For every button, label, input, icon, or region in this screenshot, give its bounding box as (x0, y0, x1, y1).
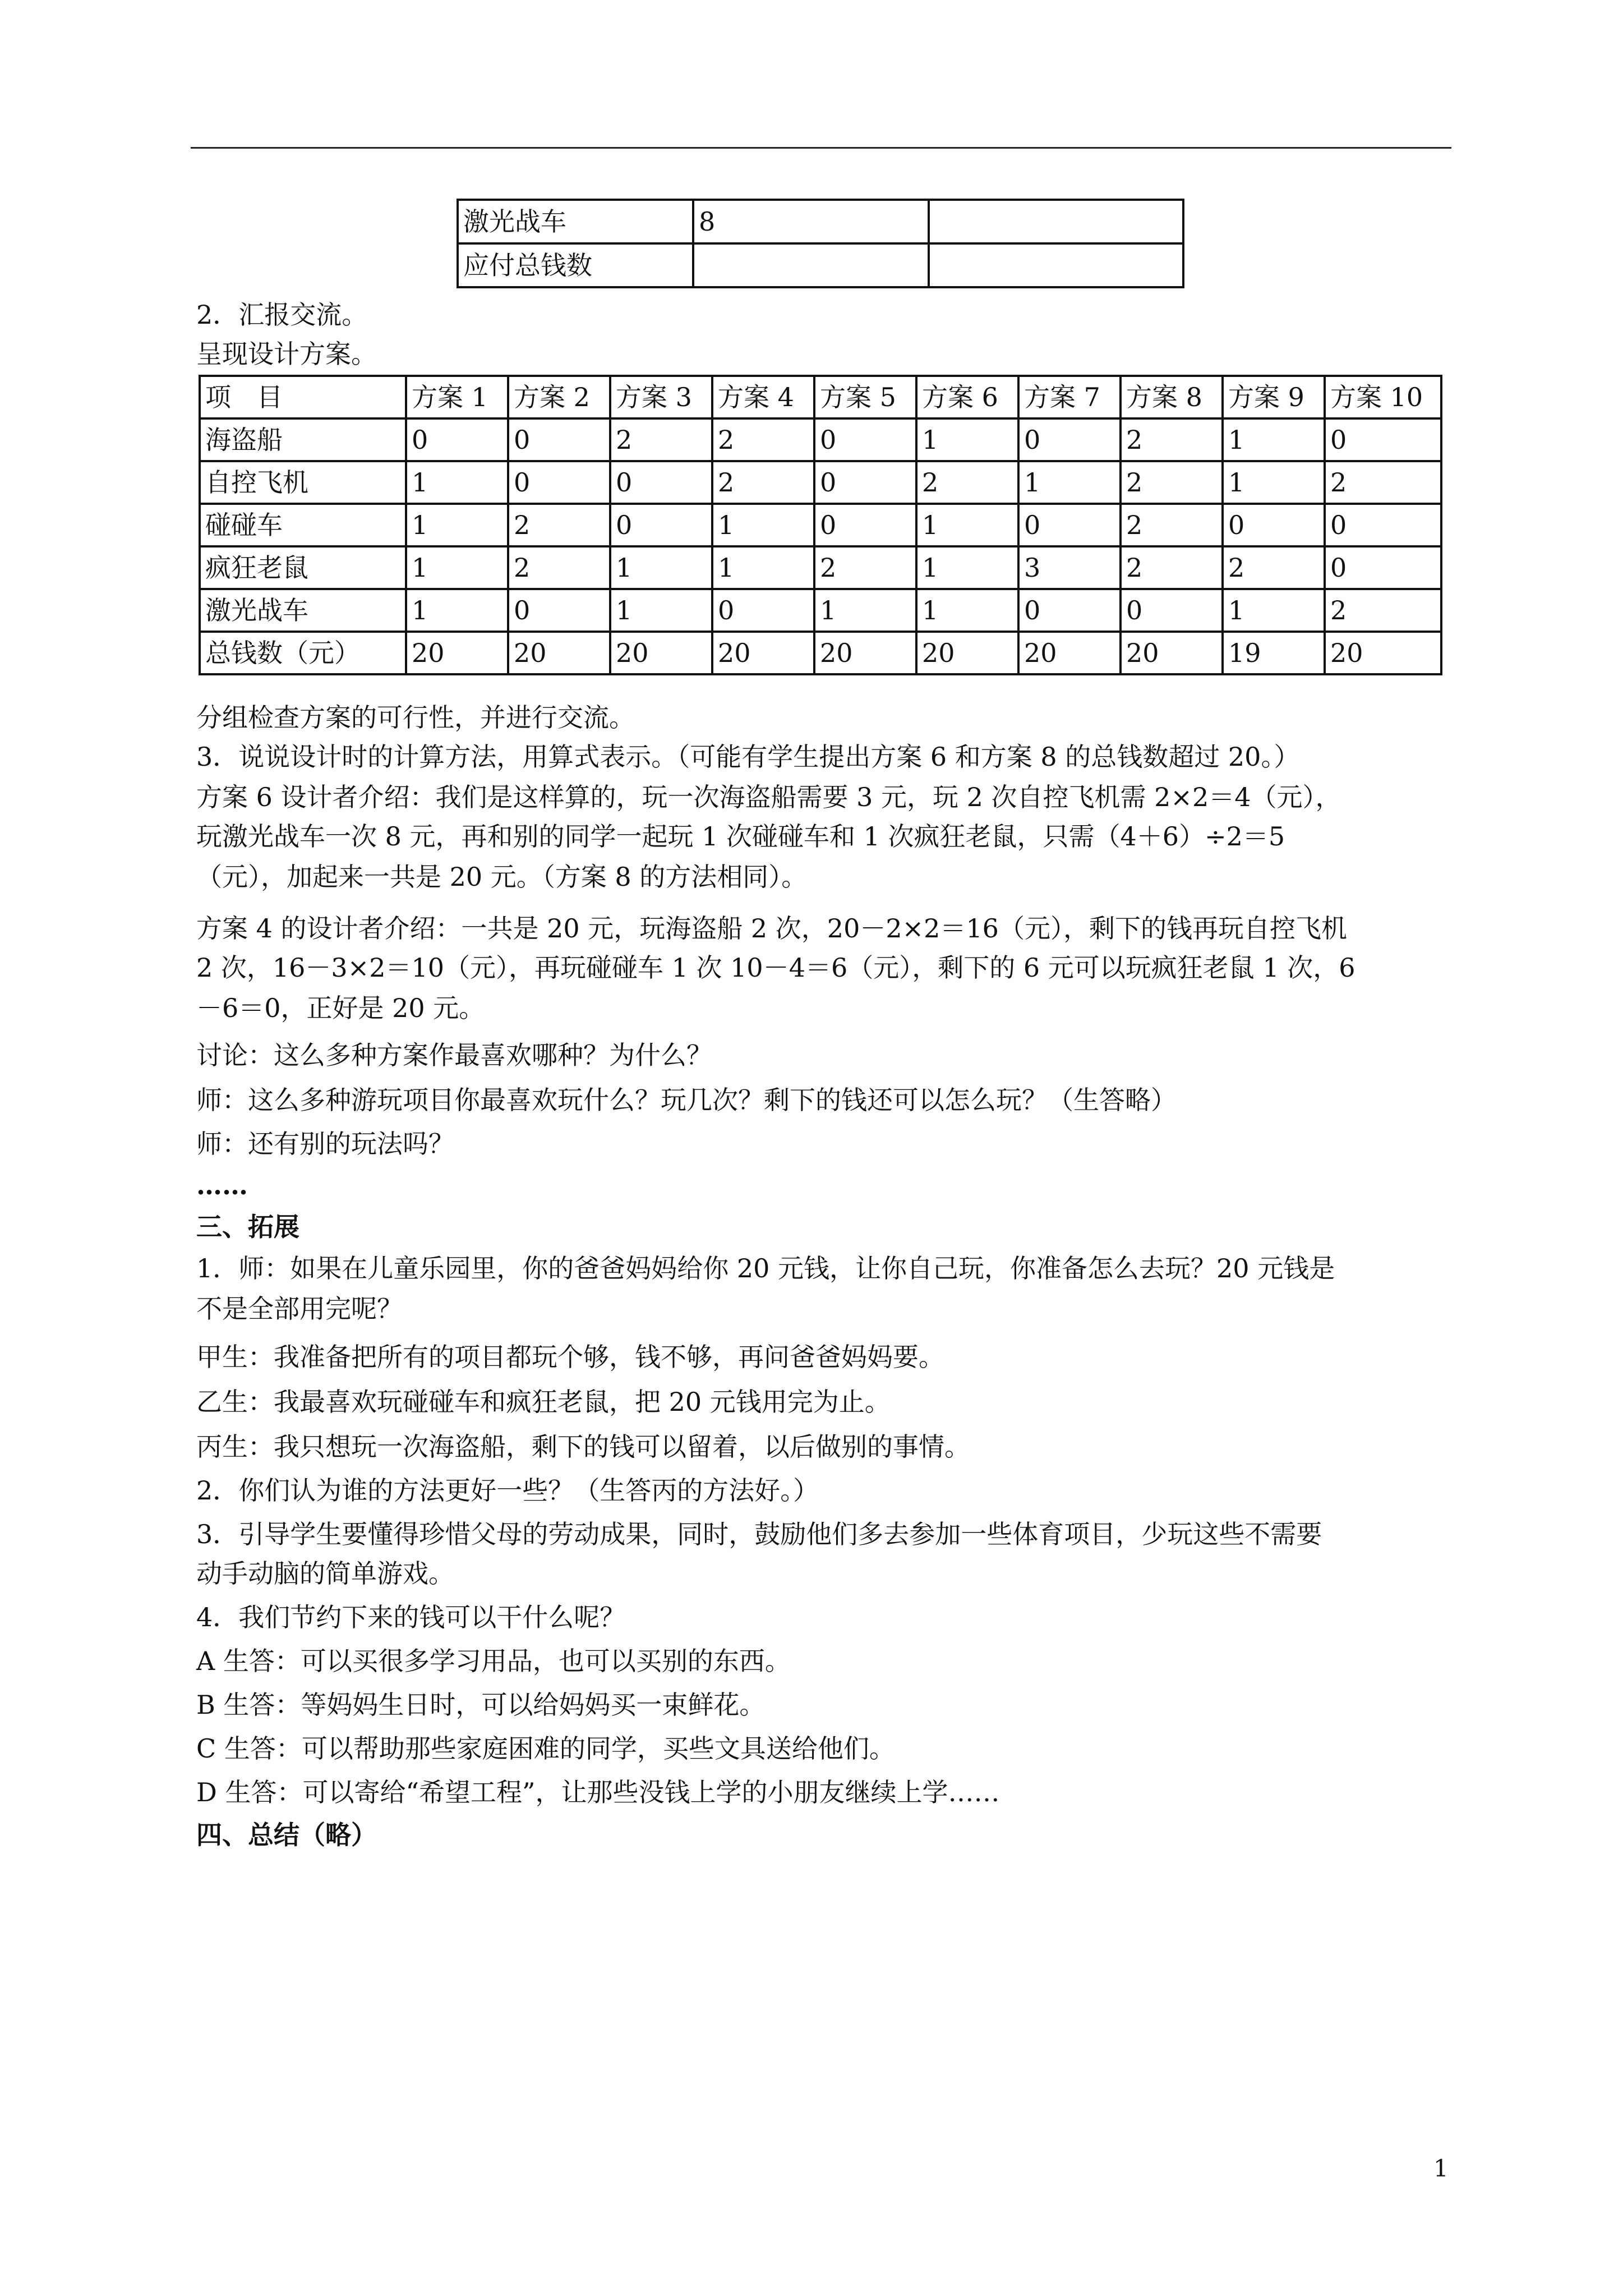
table-cell: 1 (1223, 418, 1325, 461)
table-cell: 2 (1325, 589, 1441, 632)
table-cell: 1 (610, 546, 712, 589)
page-number: 1 (1433, 2155, 1449, 2182)
section-heading-4: 四、总结（略） (196, 1820, 377, 1850)
paragraph: 3．引导学生要懂得珍惜父母的劳动成果，同时，鼓励他们多去参加一些体育项目，少玩这些不需要 (196, 1519, 1322, 1549)
paragraph: C 生答：可以帮助那些家庭困难的同学，买些文具送给他们。 (196, 1733, 895, 1764)
table-row (200, 546, 1441, 589)
table-cell: 0 (610, 461, 712, 504)
table-cell: 1 (610, 589, 712, 632)
table-cell (929, 243, 1183, 287)
table-cell: 20 (508, 632, 610, 674)
table-cell: 2 (1121, 418, 1223, 461)
table-cell: 应付总钱数 (458, 243, 693, 287)
table-header-cell: 方案 4 (712, 376, 814, 418)
table-header-cell: 方案 8 (1121, 376, 1223, 418)
table-cell: 海盗船 (200, 418, 406, 461)
table-cell: 2 (712, 418, 814, 461)
table-cell: 3 (1018, 546, 1121, 589)
table-cell: 1 (916, 418, 1018, 461)
table-cell: 0 (814, 418, 916, 461)
table-cell: 1 (406, 546, 508, 589)
table-cell: 19 (1223, 632, 1325, 674)
table-cell: 20 (1121, 632, 1223, 674)
table-cell: 0 (1325, 504, 1441, 546)
table-cell: 2 (814, 546, 916, 589)
paragraph: 呈现设计方案。 (196, 339, 377, 369)
table-cell: 2 (1223, 546, 1325, 589)
table-cell: 0 (1223, 504, 1325, 546)
table-cell: 0 (1325, 418, 1441, 461)
table-cell: 0 (508, 418, 610, 461)
cost-table (457, 199, 1184, 288)
table-header-cell: 方案 1 (406, 376, 508, 418)
table-header-cell: 项 目 (200, 376, 406, 418)
paragraph: 甲生：我准备把所有的项目都玩个够，钱不够，再问爸爸妈妈要。 (196, 1342, 944, 1372)
table-cell: 2 (610, 418, 712, 461)
table-cell: 自控飞机 (200, 461, 406, 504)
header-rule (191, 147, 1451, 149)
table-total-row (200, 632, 1441, 674)
table-cell: 总钱数（元） (200, 632, 406, 674)
table-cell: 20 (610, 632, 712, 674)
table-cell: 0 (610, 504, 712, 546)
table-header-cell: 方案 2 (508, 376, 610, 418)
table-cell: 1 (916, 504, 1018, 546)
table-cell: 20 (814, 632, 916, 674)
table-header-cell: 方案 6 (916, 376, 1018, 418)
table-cell: 20 (1325, 632, 1441, 674)
table-cell: 2 (1325, 461, 1441, 504)
paragraph: 方案 6 设计者介绍：我们是这样算的，玩一次海盗船需要 3 元，玩 2 次自控飞机需 2×2＝4（元）， (196, 782, 1341, 812)
table-cell: 2 (508, 504, 610, 546)
paragraph: （元），加起来一共是 20 元。（方案 8 的方法相同）。 (196, 862, 808, 892)
table-cell: 0 (814, 504, 916, 546)
table-row (200, 461, 1441, 504)
table-row (200, 504, 1441, 546)
table-cell: 1 (814, 589, 916, 632)
table-header-cell: 方案 10 (1325, 376, 1441, 418)
paragraph: D 生答：可以寄给“希望工程”，让那些没钱上学的小朋友继续上学…… (196, 1777, 1000, 1807)
table-cell: 0 (406, 418, 508, 461)
table-cell: 激光战车 (458, 200, 693, 243)
table-row (200, 418, 1441, 461)
table-cell: 疯狂老鼠 (200, 546, 406, 589)
paragraph: 丙生：我只想玩一次海盗船，剩下的钱可以留着，以后做别的事情。 (196, 1432, 970, 1462)
table-row (458, 200, 1183, 243)
table-cell: 0 (1018, 589, 1121, 632)
paragraph: 玩激光战车一次 8 元，再和别的同学一起玩 1 次碰碰车和 1 次疯狂老鼠，只需（4＋6）÷2＝5 (196, 821, 1285, 852)
table-cell: 0 (508, 589, 610, 632)
ellipsis-line: …… (196, 1170, 248, 1200)
paragraph: 2．你们认为谁的方法更好一些？（生答丙的方法好。） (196, 1475, 819, 1506)
table-cell: 1 (406, 504, 508, 546)
table-cell: 2 (1121, 461, 1223, 504)
table-cell: 2 (916, 461, 1018, 504)
paragraph: 动手动脑的简单游戏。 (196, 1558, 454, 1589)
table-cell: 激光战车 (200, 589, 406, 632)
table-row (200, 589, 1441, 632)
paragraph: B 生答：等妈妈生日时，可以给妈妈买一束鲜花。 (196, 1690, 766, 1720)
table-header-cell: 方案 3 (610, 376, 712, 418)
paragraph: 1．师：如果在儿童乐园里，你的爸爸妈妈给你 20 元钱，让你自己玩，你准备怎么去玩？20 元钱是 (196, 1253, 1335, 1283)
table-cell: 0 (1121, 589, 1223, 632)
table-cell: 1 (712, 546, 814, 589)
table-cell: 2 (712, 461, 814, 504)
table-cell (693, 243, 929, 287)
paragraph: 4．我们节约下来的钱可以干什么呢？ (196, 1602, 626, 1632)
table-cell: 0 (814, 461, 916, 504)
table-cell: 1 (712, 504, 814, 546)
table-header-cell: 方案 9 (1223, 376, 1325, 418)
table-cell: 0 (508, 461, 610, 504)
table-row (458, 243, 1183, 287)
table-cell: 20 (406, 632, 508, 674)
table-cell: 0 (712, 589, 814, 632)
table-cell: 0 (1018, 418, 1121, 461)
table-cell: 8 (693, 200, 929, 243)
table-cell: 碰碰车 (200, 504, 406, 546)
table-cell: 1 (916, 589, 1018, 632)
table-cell: 0 (1018, 504, 1121, 546)
table-cell: 1 (406, 461, 508, 504)
paragraph: 3．说说设计时的计算方法，用算式表示。（可能有学生提出方案 6 和方案 8 的总钱数超过 20。） (196, 742, 1300, 772)
table-cell: 20 (1018, 632, 1121, 674)
table-cell: 2 (1121, 504, 1223, 546)
table-cell: 0 (1325, 546, 1441, 589)
table-header-row (200, 376, 1441, 418)
table-cell: 1 (406, 589, 508, 632)
table-cell: 1 (916, 546, 1018, 589)
table-cell: 1 (1018, 461, 1121, 504)
table-cell (929, 200, 1183, 243)
table-cell: 2 (1121, 546, 1223, 589)
plan-table (199, 375, 1442, 675)
table-cell: 2 (508, 546, 610, 589)
paragraph: 2．汇报交流。 (196, 300, 368, 330)
table-cell: 1 (1223, 589, 1325, 632)
paragraph: －6＝0，正好是 20 元。 (196, 993, 485, 1023)
paragraph: 分组检查方案的可行性，并进行交流。 (196, 702, 635, 733)
paragraph: 方案 4 的设计者介绍：一共是 20 元，玩海盗船 2 次，20－2×2＝16（元），剩下的钱再玩自控飞机 (196, 913, 1347, 944)
table-cell: 1 (1223, 461, 1325, 504)
table-cell: 20 (916, 632, 1018, 674)
section-heading-3: 三、拓展 (196, 1212, 299, 1242)
table-header-cell: 方案 5 (814, 376, 916, 418)
paragraph: 师：这么多种游玩项目你最喜欢玩什么？玩几次？剩下的钱还可以怎么玩？（生答略） (196, 1085, 1177, 1115)
paragraph: 讨论：这么多种方案作最喜欢哪种？为什么？ (196, 1040, 712, 1070)
table-cell: 20 (712, 632, 814, 674)
paragraph: 2 次，16－3×2＝10（元），再玩碰碰车 1 次 10－4＝6（元），剩下的 6 元可以玩疯狂老鼠 1 次，6 (196, 953, 1355, 983)
paragraph: 乙生：我最喜欢玩碰碰车和疯狂老鼠，把 20 元钱用完为止。 (196, 1387, 891, 1417)
table-header-cell: 方案 7 (1018, 376, 1121, 418)
paragraph: 师：还有别的玩法吗？ (196, 1129, 454, 1159)
paragraph: A 生答：可以买很多学习用品，也可以买别的东西。 (196, 1646, 791, 1676)
paragraph: 不是全部用完呢？ (196, 1294, 403, 1324)
